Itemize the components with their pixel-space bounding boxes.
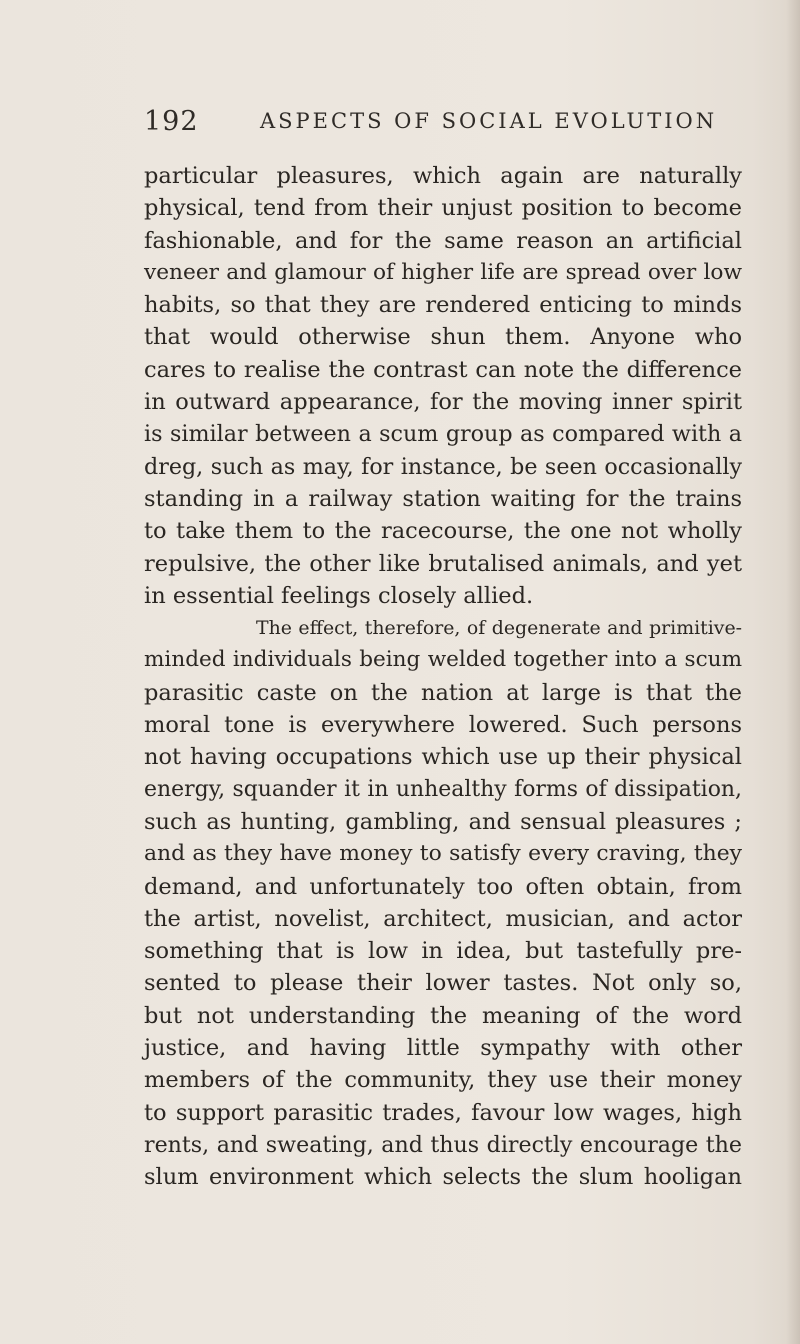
text-line: in essential feelings closely allied. <box>144 582 534 609</box>
text-line: minded individuals being welded together into a scum <box>144 647 742 673</box>
text-line: the artist, novelist, architect, musician, and actor <box>144 905 742 932</box>
text-line: to support parasitic trades, favour low wages, high <box>144 1099 742 1126</box>
text-line: demand, and unfortunately too often obtain, from <box>144 873 742 900</box>
text-line: that would otherwise shun them. Anyone who <box>144 324 742 351</box>
text-line: The effect, therefore, of degenerate and primitive- <box>256 617 742 640</box>
text-line: habits, so that they are rendered enticing to minds <box>144 292 742 319</box>
text-line: and as they have money to satisfy every craving, they <box>144 841 742 867</box>
text-line: parasitic caste on the nation at large is that the <box>144 679 742 706</box>
page-edge-shadow <box>786 0 800 1344</box>
text-line: not having occupations which use up their physical <box>144 744 742 771</box>
text-line: veneer and glamour of higher life are spread over low <box>144 259 742 285</box>
page-header <box>144 106 744 140</box>
text-line: such as hunting, gambling, and sensual pleasures ; <box>144 808 742 835</box>
paragraph-1 <box>144 160 742 612</box>
text-line: in outward appearance, for the moving inner spirit <box>144 389 742 416</box>
text-line: fashionable, and for the same reason an artificial <box>144 227 742 254</box>
text-line: something that is low in idea, but tastefully pre- <box>144 938 742 965</box>
text-line: moral tone is everywhere lowered. Such persons <box>144 712 742 739</box>
text-line: members of the community, they use their money <box>144 1067 742 1094</box>
body-text <box>144 160 742 1194</box>
text-line: rents, and sweating, and thus directly encourage the <box>144 1131 742 1158</box>
text-line: particular pleasures, which again are naturally <box>144 163 742 189</box>
text-line: repulsive, the other like brutalised animals, and yet <box>144 550 742 577</box>
text-line: is similar between a scum group as compared with a <box>144 421 742 448</box>
text-line: cares to realise the contrast can note the difference <box>144 356 742 383</box>
text-line: dreg, such as may, for instance, be seen occasionally <box>144 453 742 480</box>
text-line: to take them to the racecourse, the one not wholly <box>144 518 742 545</box>
page-number: 192 <box>144 106 199 137</box>
text-line: slum environment which selects the slum hooligan <box>144 1164 742 1191</box>
text-line: standing in a railway station waiting for the trains <box>144 485 742 512</box>
text-line: energy, squander it in unhealthy forms of dissipation, <box>144 776 742 802</box>
text-line: but not understanding the meaning of the word <box>144 1002 742 1029</box>
paragraph-2 <box>144 612 742 1193</box>
text-line: justice, and having little sympathy with other <box>144 1035 742 1062</box>
text-line: physical, tend from their unjust position to become <box>144 195 742 222</box>
text-line: sented to please their lower tastes. Not only so, <box>144 970 742 997</box>
running-head: ASPECTS OF SOCIAL EVOLUTION <box>260 109 718 133</box>
